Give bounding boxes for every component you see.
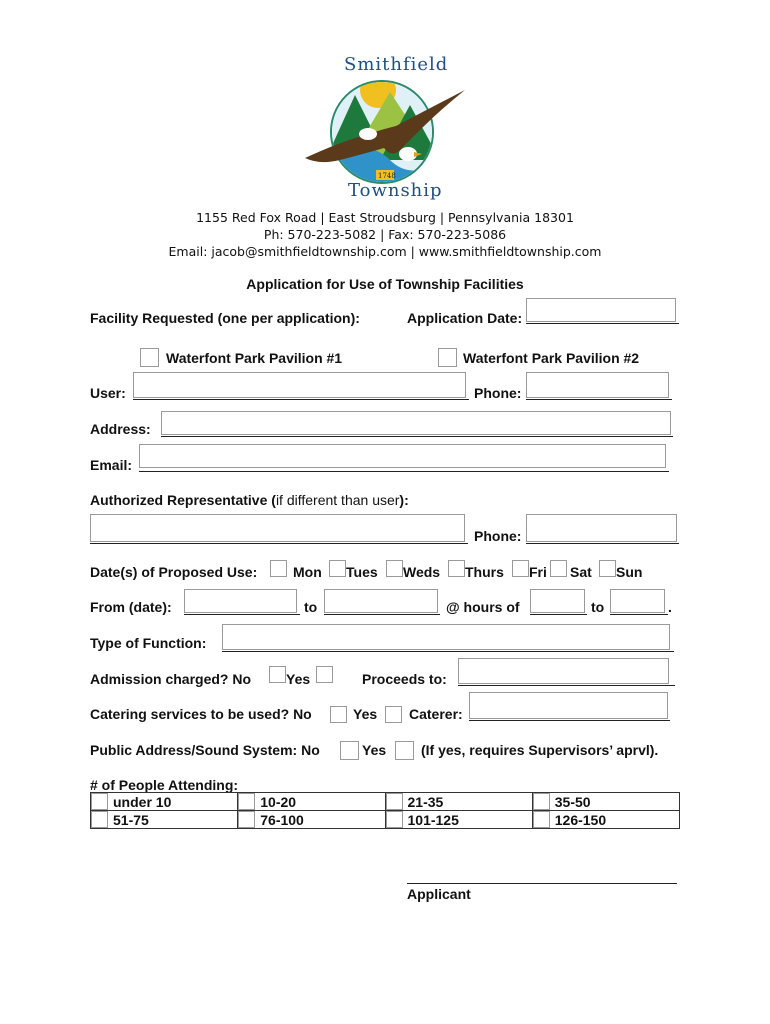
catering-yes-label: Yes [353,706,378,722]
user-label: User: [90,385,126,401]
people-option[interactable]: under 10 [91,793,238,811]
people-option[interactable]: 76-100 [238,811,385,829]
people-checkbox[interactable] [386,811,403,828]
type-of-function-field[interactable] [222,624,670,650]
authorized-rep-label: Authorized Representative (if different than user): [90,492,409,508]
admission-yes-label: Yes [286,671,311,687]
township-logo [300,50,470,210]
rep-phone-label: Phone: [474,528,522,544]
table-row [91,793,680,811]
dates-of-use-label: Date(s) of Proposed Use: [90,564,258,580]
people-option[interactable]: 21-35 [385,793,532,811]
pavilion-2-label: Waterfont Park Pavilion #2 [463,350,640,366]
logo-year: 1748 [378,172,396,180]
hours-to-field[interactable] [610,589,665,613]
thurs-label: Thurs [465,564,504,580]
address-field[interactable] [161,411,671,435]
header-phone: Ph: 570-223-5082 | Fax: 570-223-5086 [263,227,507,242]
hours-from-field[interactable] [530,589,585,613]
sat-checkbox[interactable] [550,560,567,577]
logo-bottom-text: Township [348,180,443,201]
hours-of-label: @ hours of [446,599,520,615]
from-date-label: From (date): [90,599,172,615]
thurs-checkbox[interactable] [448,560,465,577]
people-option[interactable]: 10-20 [238,793,385,811]
application-date-label: Application Date: [407,310,523,326]
mon-label: Mon [293,564,322,580]
email-field[interactable] [139,444,666,468]
catering-label: Catering services to be used? No [90,706,312,722]
catering-no-checkbox[interactable] [330,706,347,723]
pa-system-label: Public Address/Sound System: No [90,742,320,758]
facility-requested-label: Facility Requested (one per application): [90,310,360,326]
header-web: Email: jacob@smithfieldtownship.com | www.smithfieldtownship.com [168,244,602,259]
address-label: Address: [90,421,151,437]
period-mark: . [668,599,672,615]
mon-checkbox[interactable] [270,560,287,577]
header-address: 1155 Red Fox Road | East Stroudsburg | Pennsylvania 18301 [196,210,574,225]
application-date-field[interactable] [526,298,676,322]
proceeds-label: Proceeds to: [362,671,447,687]
admission-no-checkbox[interactable] [269,666,286,683]
people-checkbox[interactable] [238,793,255,810]
people-checkbox[interactable] [533,793,550,810]
sun-checkbox[interactable] [599,560,616,577]
phone-label: Phone: [474,385,522,401]
people-checkbox[interactable] [91,811,108,828]
table-row [91,811,680,829]
people-checkbox[interactable] [533,811,550,828]
sun-label: Sun [616,564,643,580]
to-date-field[interactable] [324,589,438,613]
tues-label: Tues [346,564,378,580]
proceeds-field[interactable] [458,658,669,684]
type-of-function-label: Type of Function: [90,635,207,651]
people-attending-label: # of People Attending: [90,777,239,793]
authorized-rep-field[interactable] [90,514,465,542]
applicant-signature-line[interactable] [407,883,677,884]
applicant-label: Applicant [407,886,471,902]
form-title: Application for Use of Township Facilities [246,276,524,292]
pa-no-checkbox[interactable] [340,741,359,760]
pavilion-1-checkbox[interactable] [140,348,159,367]
caterer-label: Caterer: [409,706,463,722]
people-checkbox[interactable] [386,793,403,810]
pa-note: (If yes, requires Supervisors’ aprvl). [421,742,659,758]
pavilion-1-label: Waterfont Park Pavilion #1 [166,350,343,366]
user-field[interactable] [133,372,466,398]
catering-yes-checkbox[interactable] [385,706,402,723]
people-option[interactable]: 35-50 [532,793,679,811]
from-date-field[interactable] [184,589,297,613]
weds-checkbox[interactable] [386,560,403,577]
admission-label: Admission charged? No [90,671,252,687]
pa-yes-label: Yes [362,742,387,758]
pavilion-2-checkbox[interactable] [438,348,457,367]
admission-yes-checkbox[interactable] [316,666,333,683]
fri-checkbox[interactable] [512,560,529,577]
people-option[interactable]: 126-150 [532,811,679,829]
fri-label: Fri [529,564,547,580]
hours-to-label: to [591,599,605,615]
sat-label: Sat [570,564,592,580]
phone-field[interactable] [526,372,669,398]
rep-phone-field[interactable] [526,514,677,542]
caterer-field[interactable] [469,692,668,719]
tues-checkbox[interactable] [329,560,346,577]
weds-label: Weds [403,564,441,580]
people-checkbox[interactable] [238,811,255,828]
people-option[interactable]: 51-75 [91,811,238,829]
people-option[interactable]: 101-125 [385,811,532,829]
pa-yes-checkbox[interactable] [395,741,414,760]
to-date-label: to [304,599,318,615]
people-checkbox[interactable] [91,793,108,810]
email-label: Email: [90,457,133,473]
logo-top-text: Smithfield [344,54,449,75]
people-attending-table [90,792,680,829]
